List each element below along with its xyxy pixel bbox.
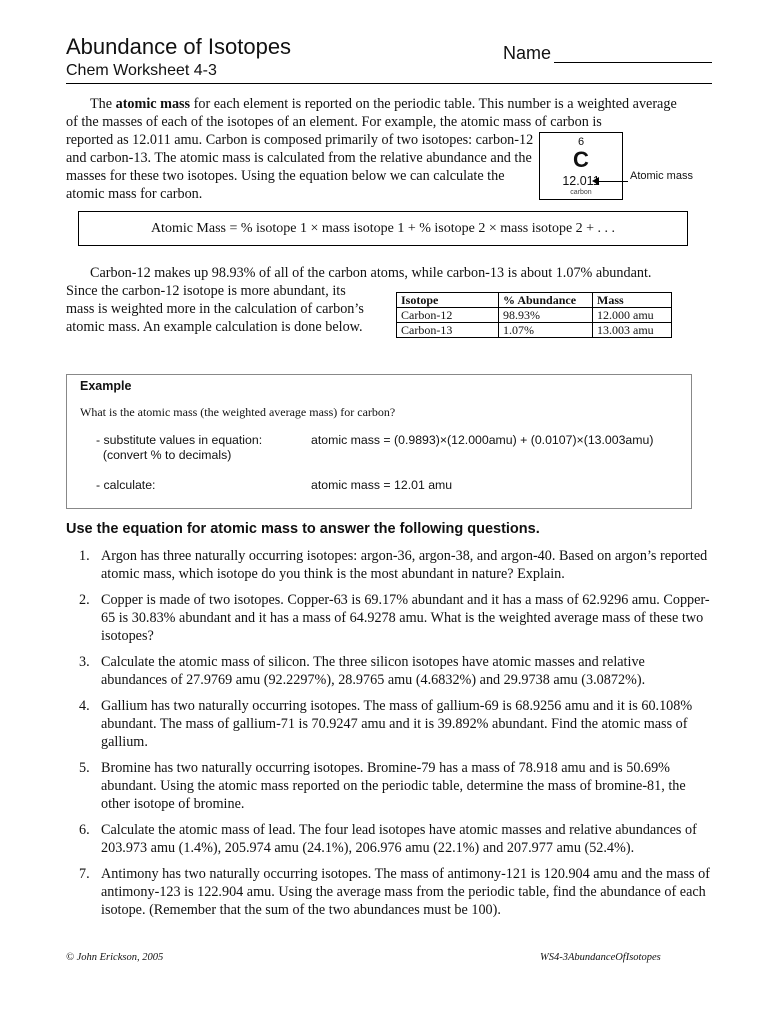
question-text: Bromine has two naturally occurring isotopes. Bromine-79 has a mass of 78.918 amu and is 50.69% abundant. Using the atomic mass reported on the periodic table, determine the mass of bromine-81, the other isotope of bromine.: [101, 760, 686, 812]
table-cell: Carbon-12: [397, 308, 499, 323]
atomic-mass-equation: Atomic Mass = % isotope 1 × mass isotope 1 + % isotope 2 × mass isotope 2 + . . .: [150, 220, 616, 236]
carbon-paragraph-first: Carbon-12 makes up 98.93% of all of the carbon atoms, while carbon-13 is about 1.07% abundant.: [90, 265, 652, 281]
question-text: Gallium has two naturally occurring isotopes. The mass of gallium-69 is 68.9256 amu and it is 60.108% abundant. The mass of gallium-71 is 70.9247 amu and it is 39.892% abundant. Find the atomic mass of gallium.: [101, 698, 693, 750]
header-rule: [66, 83, 712, 84]
table-header-mass: Mass: [593, 293, 672, 308]
worksheet-title: Abundance of Isotopes: [66, 34, 292, 59]
footer-copyright: © John Erickson, 2005: [66, 952, 164, 963]
intro-first-line-rest: for each element is reported on the periodic table. This number is a weighted average of the masses of each of the isotopes of an element. For example, the atomic mass of carbon is: [66, 96, 677, 130]
example-substitution-equation: atomic mass = (0.9893)×(12.000amu) + (0.0107)×(13.003amu): [311, 433, 654, 447]
question-item: [70, 547, 710, 583]
table-header-abundance: % Abundance: [499, 293, 593, 308]
question-item: [70, 759, 710, 813]
intro-the: The: [90, 96, 116, 112]
question-text: Calculate the atomic mass of silicon. The three silicon isotopes have atomic masses and relative abundances of 27.9769 amu (92.2297%), 28.9765 amu (4.6832%) and 29.9738 amu (3.0872%).: [101, 654, 646, 688]
question-number: 4.: [79, 698, 90, 714]
element-atomic-mass: 12.011: [562, 174, 600, 188]
table-cell: 13.003 amu: [593, 323, 672, 338]
callout-arrow-line: [596, 181, 628, 182]
worksheet-subtitle: Chem Worksheet 4-3: [66, 62, 217, 79]
question-number: 7.: [79, 866, 90, 882]
table-header-row: [397, 293, 672, 308]
question-number: 3.: [79, 654, 90, 670]
intro-paragraph-first: [66, 95, 692, 131]
table-header-isotope: Isotope: [397, 293, 499, 308]
question-item: [70, 591, 710, 645]
atomic-mass-term: atomic mass: [115, 96, 191, 112]
example-step-calculate: - calculate:: [96, 478, 156, 492]
table-cell: 1.07%: [499, 323, 593, 338]
footer-file-id: WS4-3AbundanceOfIsotopes: [540, 952, 661, 963]
question-text: Argon has three naturally occurring isotopes: argon-36, argon-38, and argon-40. Based on argon’s reported atomic mass, which isotope do you think is the most abundant in nature? Explain.: [101, 548, 708, 582]
question-number: 5.: [79, 760, 90, 776]
question-text: Copper is made of two isotopes. Copper-63 is 69.17% abundant and it has a mass of 62.9296 amu. Copper-65 is 30.83% abundant and it has a mass of 64.9278 amu. What is the weighted average mass of these two isotopes?: [101, 592, 710, 644]
question-item: [70, 821, 710, 857]
instructions-heading: Use the equation for atomic mass to answer the following questions.: [66, 521, 540, 537]
name-blank-line[interactable]: [554, 62, 712, 63]
example-step-note: [96, 448, 231, 463]
question-number: 6.: [79, 822, 90, 838]
carbon-element-tile: [539, 132, 623, 200]
question-item: [70, 865, 710, 919]
carbon-paragraph-rest: Since the carbon-12 isotope is more abundant, its mass is weighted more in the calculation of carbon’s atomic mass. An example calculation is done below.: [66, 283, 364, 335]
question-number: 1.: [79, 548, 90, 564]
intro-paragraph-rest: reported as 12.011 amu. Carbon is composed primarily of two isotopes: carbon-12 and carbon-13. The atomic mass is calculated from the relative abundance and the masses for these two isotopes. Using the equation below we can calculate the atomic mass for carbon.: [66, 132, 534, 202]
example-question: What is the atomic mass (the weighted average mass) for carbon?: [80, 405, 396, 419]
table-cell: 98.93%: [499, 308, 593, 323]
question-text: Calculate the atomic mass of lead. The four lead isotopes have atomic masses and relative abundances of 203.973 amu (1.4%), 205.974 amu (24.1%), 206.976 amu (22.1%) and 207.977 amu (52.4%).: [101, 822, 697, 856]
table-cell: Carbon-13: [397, 323, 499, 338]
example-heading: Example: [80, 379, 132, 393]
table-row: [397, 323, 672, 338]
table-cell: 12.000 amu: [593, 308, 672, 323]
question-list: [70, 547, 710, 927]
element-name: carbon: [570, 189, 592, 196]
question-item: [70, 697, 710, 751]
atomic-mass-equation-box: [78, 211, 688, 246]
example-step-note-text: (convert % to decimals): [102, 448, 232, 462]
question-text: Antimony has two naturally occurring isotopes. The mass of antimony-121 is 120.904 amu and the mass of antimony-123 is 122.904 amu. Using the average mass from the periodic table, find the abundance of each isotope. (Remember that the sum of the two abundances must be 100).: [101, 866, 710, 918]
atomic-number: 6: [577, 136, 585, 148]
element-symbol: C: [573, 147, 589, 172]
callout-arrow-icon: [592, 177, 599, 185]
atomic-mass-callout: Atomic mass: [630, 170, 693, 182]
question-number: 2.: [79, 592, 90, 608]
table-row: [397, 308, 672, 323]
example-result-equation: atomic mass = 12.01 amu: [311, 478, 453, 492]
question-item: [70, 653, 710, 689]
example-step-substitute: - substitute values in equation:: [96, 433, 263, 447]
isotope-table: [396, 292, 672, 338]
name-label: Name: [503, 43, 552, 63]
